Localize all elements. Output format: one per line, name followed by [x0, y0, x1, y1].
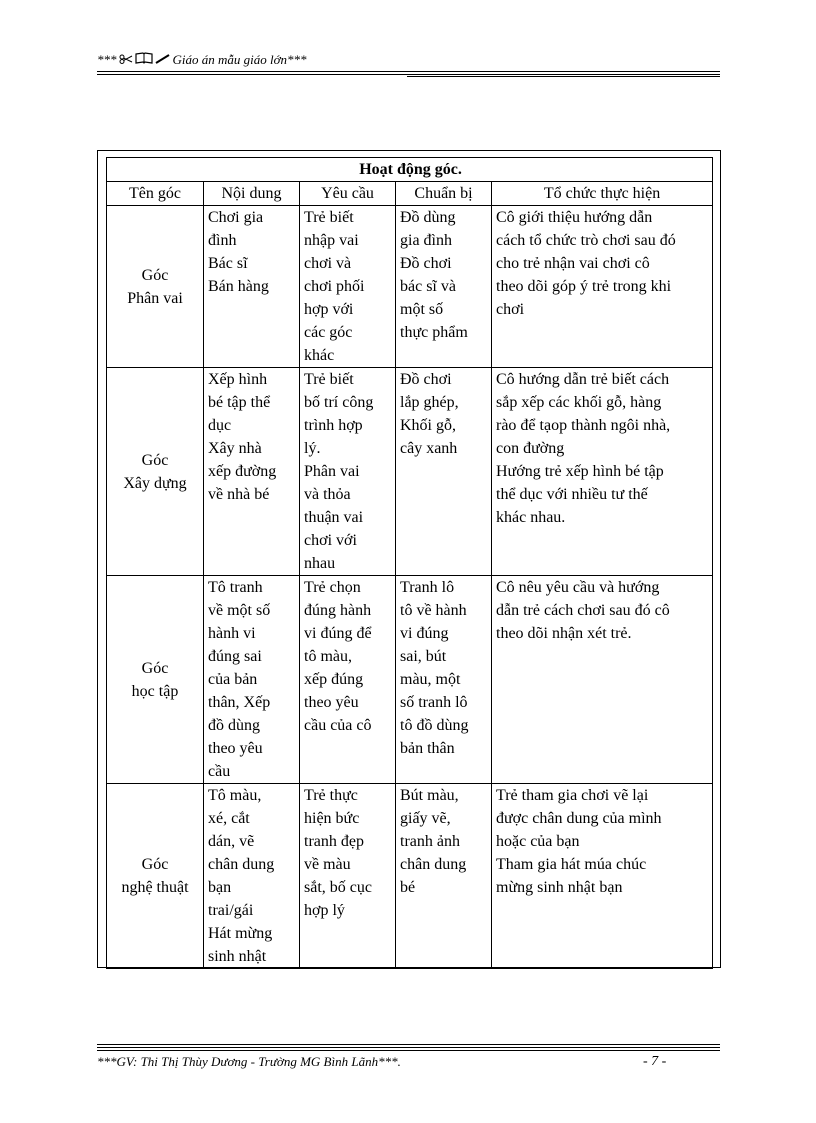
activity-table	[106, 157, 713, 969]
requirement-cell	[300, 368, 396, 576]
cell-line: Tô màu,	[208, 787, 262, 804]
column-header: Tên góc	[107, 182, 204, 206]
cell-line: Khối gỗ,	[400, 417, 456, 434]
cell-line: tranh đẹp	[304, 833, 364, 850]
cell-line: chơi	[496, 301, 525, 318]
cell-line: xếp đúng	[304, 671, 364, 688]
cell-line: tô màu,	[304, 648, 352, 665]
page-header	[97, 52, 720, 76]
content-cell	[204, 206, 300, 368]
cell-line: hợp lý	[304, 902, 345, 919]
header-rule	[97, 71, 720, 72]
footer-rule	[97, 1044, 720, 1045]
cell-line: chơi với	[304, 532, 357, 549]
cell-line: cầu	[208, 763, 231, 780]
header-title: Giáo án mẫu giáo lớn***	[172, 52, 307, 67]
cell-line: đúng hành	[304, 602, 372, 619]
cell-line: dục	[208, 417, 232, 434]
cell-line: Bán hàng	[208, 278, 269, 295]
header-prefix: ***	[97, 52, 117, 67]
cell-line: Đồ chơi	[400, 255, 452, 272]
table-row	[107, 206, 713, 368]
page-footer	[97, 1044, 720, 1074]
cell-line: sắt, bố cục	[304, 879, 372, 896]
cell-line: chân dung	[400, 856, 467, 873]
cell-line: khác nhau.	[496, 509, 566, 526]
table-row	[107, 368, 713, 576]
cell-line: cây xanh	[400, 440, 458, 457]
cell-line: Tham gia hát múa chúc	[496, 856, 647, 873]
pen-icon	[155, 52, 171, 68]
cell-line: Đồ dùng	[400, 209, 456, 226]
cell-line: cách tổ chức trò chơi sau đó	[496, 232, 676, 249]
cell-line: hành vi	[208, 625, 256, 642]
cell-line: rào để tạop thành ngôi nhà,	[496, 417, 671, 434]
cell-line: giấy vẽ,	[400, 810, 451, 827]
cell-line: thân, Xếp	[208, 694, 271, 711]
requirement-cell	[300, 784, 396, 969]
cell-line: về màu	[304, 856, 351, 873]
organization-cell	[492, 576, 713, 784]
cell-line: bé tập thể	[208, 394, 271, 411]
cell-line: Trẻ tham gia chơi vẽ lại	[496, 787, 649, 804]
table-row	[107, 784, 713, 969]
cell-line: Trẻ chọn	[304, 579, 361, 596]
cell-line: Cô nêu yêu cầu và hướng	[496, 579, 660, 596]
cell-line: Phân vai	[127, 289, 183, 307]
cell-line: theo yêu	[208, 740, 263, 757]
cell-line: tranh ảnh	[400, 833, 460, 850]
cell-line: một số	[400, 301, 444, 318]
organization-cell	[492, 206, 713, 368]
preparation-cell	[396, 784, 492, 969]
cell-line: Xếp hình	[208, 371, 268, 388]
content-cell	[204, 784, 300, 969]
cell-line: tô về hành	[400, 602, 467, 619]
cell-line: sinh nhật	[208, 948, 267, 965]
cell-line: tô đồ dùng	[400, 717, 469, 734]
corner-name-cell	[107, 784, 204, 969]
cell-line: thực phẩm	[400, 324, 468, 341]
column-header: Tổ chức thực hiện	[492, 182, 713, 206]
cell-line: hợp với	[304, 301, 354, 318]
column-header: Nội dung	[204, 182, 300, 206]
footer-rule	[97, 1050, 720, 1051]
cell-line: học tập	[131, 682, 179, 700]
cell-line: bạn	[208, 879, 232, 896]
scissors-icon	[119, 52, 133, 68]
preparation-cell	[396, 368, 492, 576]
cell-line: cầu của cô	[304, 717, 372, 734]
cell-line: Trẻ thực	[304, 787, 358, 804]
cell-line: Xây nhà	[208, 440, 262, 457]
cell-line: đình	[208, 232, 237, 249]
content-cell	[204, 368, 300, 576]
header-text	[97, 52, 307, 68]
cell-line: về một số	[208, 602, 271, 619]
cell-line: nhau	[304, 555, 336, 572]
footer-rule	[97, 1047, 720, 1048]
cell-line: nghệ thuật	[121, 879, 189, 896]
header-rule	[407, 76, 720, 77]
cell-line: bố trí công	[304, 394, 374, 411]
cell-line: khác	[304, 347, 335, 364]
header-rule	[407, 74, 720, 75]
cell-line: Xây dựng	[123, 474, 187, 492]
cell-line: vi đúng để	[304, 625, 372, 642]
cell-line: các góc	[304, 324, 353, 341]
cell-line: thể dục với nhiều tư thế	[496, 486, 648, 503]
header-rule	[97, 74, 407, 75]
cell-line: của bản	[208, 671, 258, 688]
cell-line: Tranh lô	[400, 579, 455, 596]
cell-line: Đồ chơi	[400, 371, 452, 388]
corner-name-cell	[107, 368, 204, 576]
cell-line: sắp xếp các khối gỗ, hàng	[496, 394, 662, 411]
cell-line: Góc	[141, 659, 169, 677]
preparation-cell	[396, 576, 492, 784]
cell-line: Cô giới thiệu hướng dẫn	[496, 209, 653, 226]
cell-line: vi đúng	[400, 625, 449, 642]
cell-line: Hướng trẻ xếp hình bé tập	[496, 463, 664, 480]
corner-name-cell	[107, 206, 204, 368]
cell-line: dẫn trẻ cách chơi sau đó cô	[496, 602, 670, 619]
cell-line: dán, vẽ	[208, 833, 255, 850]
cell-line: lắp ghép,	[400, 394, 459, 411]
cell-line: xếp đường	[208, 463, 277, 480]
cell-line: chơi phối	[304, 278, 365, 295]
cell-line: Chơi gia	[208, 209, 264, 226]
cell-line: Phân vai	[304, 463, 360, 480]
cell-line: trai/gái	[208, 902, 254, 919]
cell-line: sai, bút	[400, 648, 447, 665]
cell-line: cho trẻ nhận vai chơi cô	[496, 255, 650, 272]
cell-line: được chân dung của mình	[496, 810, 662, 827]
cell-line: và thỏa	[304, 486, 351, 503]
column-header: Yêu cầu	[300, 182, 396, 206]
cell-line: gia đình	[400, 232, 452, 249]
cell-line: về nhà bé	[208, 486, 270, 503]
cell-line: Bác sĩ	[208, 255, 248, 272]
cell-line: bản thân	[400, 740, 455, 757]
table-header-row	[107, 182, 713, 206]
organization-cell	[492, 784, 713, 969]
organization-cell	[492, 368, 713, 576]
requirement-cell	[300, 206, 396, 368]
cell-line: hoặc của bạn	[496, 833, 580, 850]
cell-line: thuận vai	[304, 509, 364, 526]
cell-line: đúng sai	[208, 648, 262, 665]
cell-line: con đường	[496, 440, 565, 457]
cell-line: chân dung	[208, 856, 275, 873]
cell-line: đồ dùng	[208, 717, 260, 734]
requirement-cell	[300, 576, 396, 784]
cell-line: theo dõi góp ý trẻ trong khi	[496, 278, 672, 295]
cell-line: theo yêu	[304, 694, 359, 711]
preparation-cell	[396, 206, 492, 368]
table-title: Hoạt động góc.	[107, 158, 713, 182]
cell-line: chơi và	[304, 255, 352, 272]
cell-line: Trẻ biết	[304, 371, 354, 388]
cell-line: bác sĩ và	[400, 278, 456, 295]
corner-name-cell	[107, 576, 204, 784]
cell-line: hiện bức	[304, 810, 360, 827]
footer-text: ***GV: Thi Thị Thùy Dương - Trường MG Bình Lãnh***.	[97, 1054, 401, 1069]
cell-line: lý.	[304, 440, 321, 457]
cell-line: màu, một	[400, 671, 461, 688]
cell-line: Góc	[141, 856, 169, 873]
cell-line: trình hợp	[304, 417, 363, 434]
page-number: - 7 -	[643, 1054, 667, 1069]
cell-line: nhập vai	[304, 232, 359, 249]
cell-line: số tranh lô	[400, 694, 468, 711]
cell-line: Góc	[141, 451, 169, 469]
book-icon	[135, 52, 153, 68]
cell-line: theo dõi nhận xét trẻ.	[496, 625, 632, 642]
table-body	[107, 206, 713, 969]
cell-line: Cô hướng dẫn trẻ biết cách	[496, 371, 670, 388]
cell-line: Trẻ biết	[304, 209, 354, 226]
cell-line: Tô tranh	[208, 579, 263, 596]
cell-line: bé	[400, 879, 416, 896]
cell-line: xé, cắt	[208, 810, 250, 827]
table-row	[107, 576, 713, 784]
cell-line: mừng sinh nhật bạn	[496, 879, 623, 896]
cell-line: Góc	[141, 266, 169, 284]
content-cell	[204, 576, 300, 784]
cell-line: Hát mừng	[208, 925, 273, 942]
column-header: Chuẩn bị	[396, 182, 492, 206]
cell-line: Bút màu,	[400, 787, 459, 804]
